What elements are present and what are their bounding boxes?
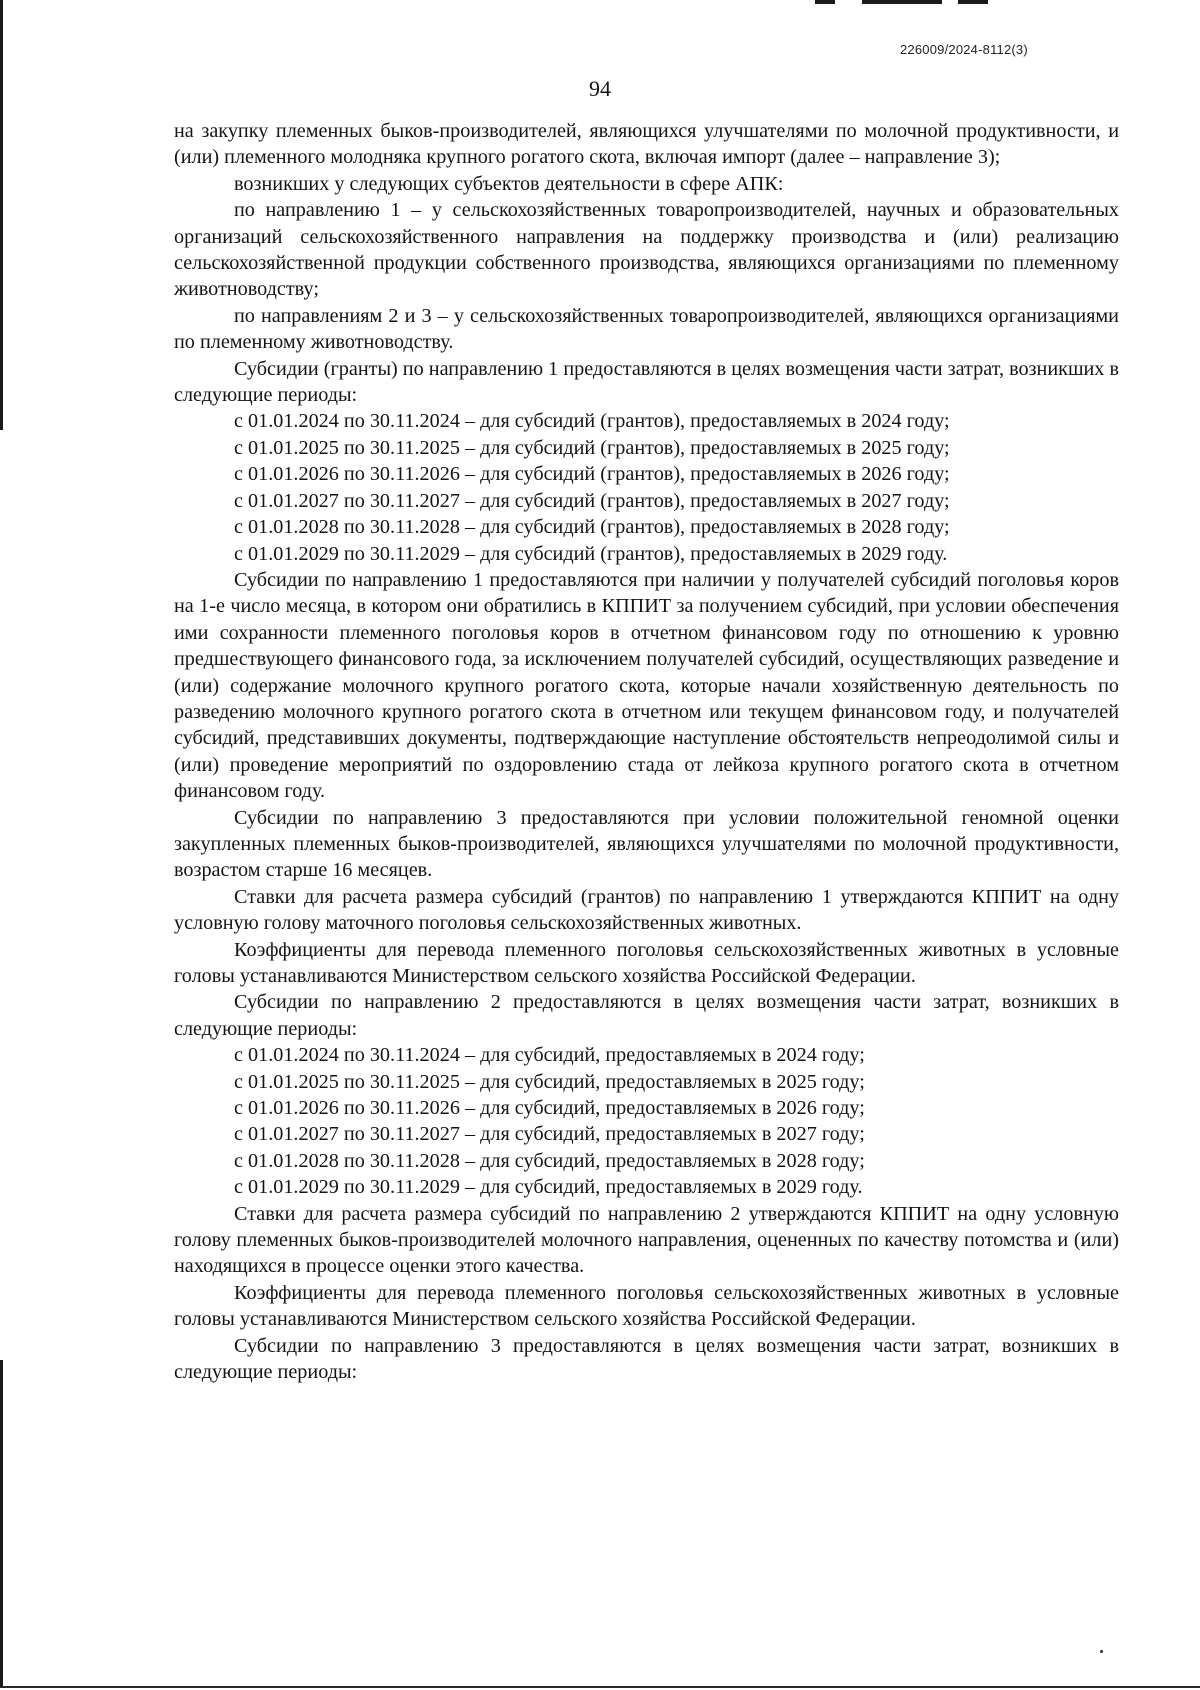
period-list-item: с 01.01.2024 по 30.11.2024 – для субсидий, предоставляемых в 2024 году; (234, 1044, 865, 1067)
paragraph: Субсидии по направлению 3 предоставляются в целях возмещения части затрат, возникших в следующие периоды: (174, 1334, 1119, 1384)
paragraph: Субсидии по направлению 2 предоставляются в целях возмещения части затрат, возникших в следующие периоды: (174, 991, 1119, 1040)
period-list-item: с 01.01.2029 по 30.11.2029 – для субсидий (грантов), предоставляемых в 2029 году. (234, 542, 948, 565)
period-list-item: с 01.01.2026 по 30.11.2026 – для субсидий (грантов), предоставляемых в 2026 году; (234, 463, 950, 486)
period-list-item: с 01.01.2025 по 30.11.2025 – для субсидий (грантов), предоставляемых в 2025 году; (234, 436, 950, 459)
period-list-item: с 01.01.2027 по 30.11.2027 – для субсидий (грантов), предоставляемых в 2027 году; (234, 489, 950, 512)
period-list-item: с 01.01.2026 по 30.11.2026 – для субсидий, предоставляемых в 2026 году; (234, 1097, 865, 1120)
scan-edge-top-mid (862, 0, 942, 4)
scan-edge-bottom (0, 1686, 1200, 1688)
scan-edge-top-right (958, 0, 988, 4)
scan-speck (1100, 1650, 1103, 1653)
period-list-item: с 01.01.2024 по 30.11.2024 – для субсидий (грантов), предоставляемых в 2024 году; (234, 410, 950, 433)
period-list-item: с 01.01.2028 по 30.11.2028 – для субсидий, предоставляемых в 2028 году; (234, 1149, 865, 1172)
paragraph: Коэффициенты для перевода племенного поголовья сельскохозяйственных животных в условные головы устанавливаются Министерством сельского хозяйства Российской Федерации. (174, 938, 1119, 987)
period-list-item: с 01.01.2027 по 30.11.2027 – для субсидий, предоставляемых в 2027 году; (234, 1123, 865, 1146)
paragraph: Ставки для расчета размера субсидий по направлению 2 утверждаются КППИТ на одну условную голову племенных быков-производителей молочного направления, оцененных по качеству потомства и (или) находящихся в процессе оценки этого качества. (174, 1202, 1119, 1278)
document-id: 226009/2024-8112(3) (900, 42, 1028, 57)
paragraph: Субсидии по направлению 3 предоставляются при условии положительной геномной оценки закупленных племенных быков-производителей, являющихся улучшателями по молочной продуктивности, возрастом старше 16 месяцев. (174, 806, 1119, 882)
scan-edge-left-lower (0, 1360, 3, 1686)
paragraph: по направлениям 2 и 3 – у сельскохозяйственных товаропроизводителей, являющихся организациями по племенному животноводству. (174, 304, 1119, 354)
paragraph: Ставки для расчета размера субсидий (грантов) по направлению 1 утверждаются КППИТ на одну условную голову маточного поголовья сельскохозяйственных животных. (174, 885, 1119, 935)
scan-edge-left-upper (0, 0, 3, 430)
period-list-item: с 01.01.2025 по 30.11.2025 – для субсидий, предоставляемых в 2025 году; (234, 1070, 865, 1093)
paragraph: по направлению 1 – у сельскохозяйственных товаропроизводителей, научных и образовательных организаций сельскохозяйственного направления на поддержку производства и (или) реализацию сельскохозяйственной продукции собственного производства, являющихся организациями по племенному животноводству; (174, 199, 1119, 301)
paragraph: Субсидии по направлению 1 предоставляются при наличии у получателей субсидий поголовья коров на 1-е число месяца, в котором они обратились в КППИТ за получением субсидий, при условии обеспечения ими сохранности племенного поголовья коров в отчетном финансовом году по отношению к уровню предшествующего финансового года, за исключением получателей субсидий, осуществляющих разведение и (или) содержание молочного крупного рогатого скота, которые начали хозяйственную деятельность по разведению молочного крупного рогатого скота в отчетном или текущем финансовом году, и получателей субсидий, представивших документы, подтверждающие наступление обстоятельств непреодолимой силы и (или) проведение мероприятий по оздоровлению стада от лейкоза крупного рогатого скота в отчетном финансовом году. (174, 568, 1119, 803)
scan-edge-top-left (815, 0, 835, 4)
paragraph: Субсидии (гранты) по направлению 1 предоставляются в целях возмещения части затрат, возникших в следующие периоды: (174, 357, 1119, 407)
paragraph: Коэффициенты для перевода племенного поголовья сельскохозяйственных животных в условные головы устанавливаются Министерством сельского хозяйства Российской Федерации. (174, 1281, 1119, 1331)
paragraph: возникших у следующих субъектов деятельности в сфере АПК: (234, 172, 784, 195)
period-list-item: с 01.01.2028 по 30.11.2028 – для субсидий (грантов), предоставляемых в 2028 году; (234, 516, 950, 539)
paragraph-continuation: на закупку племенных быков-производителей, являющихся улучшателями по молочной продуктивности, и (или) племенного молодняка крупного рогатого скота, включая импорт (далее – направление 3); (174, 120, 1119, 169)
period-list-item: с 01.01.2029 по 30.11.2029 – для субсидий, предоставляемых в 2029 году. (234, 1176, 863, 1199)
page-number: 94 (589, 76, 611, 101)
body-text (174, 118, 1119, 1386)
